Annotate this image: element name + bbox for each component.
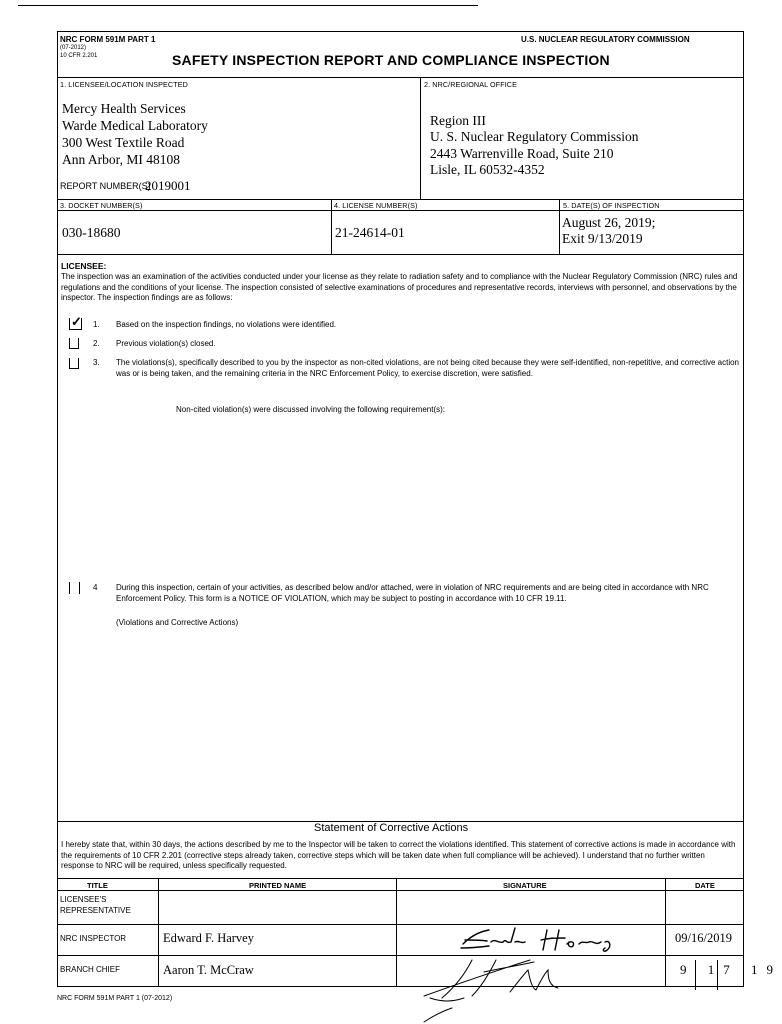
sig-row-rule-2 [57, 955, 744, 956]
header-signature: SIGNATURE [503, 881, 547, 890]
sig-col-2 [396, 878, 397, 987]
form-title: SAFETY INSPECTION REPORT AND COMPLIANCE INSPECTION [172, 52, 610, 68]
licensee-heading: LICENSEE: [61, 261, 107, 271]
item-1-text: Based on the inspection findings, no violations were identified. [116, 320, 337, 329]
inspector-date: 09/16/2019 [675, 931, 732, 945]
agency-name: U.S. NUCLEAR REGULATORY COMMISSION [521, 35, 690, 44]
block-divider-3 [559, 199, 560, 254]
docket-label: 3. DOCKET NUMBER(S) [60, 201, 143, 210]
item-1-check-mark: ✓ [71, 314, 82, 329]
row-divider-2 [57, 199, 744, 200]
report-number: 2019001 [145, 178, 191, 193]
region-line-1: Region III [430, 113, 486, 128]
sig-row-rule-1 [57, 924, 744, 925]
licensee-line-1: Mercy Health Services [62, 101, 186, 116]
header-date: DATE [695, 881, 715, 890]
cfr-ref: 10 CFR 2.201 [60, 53, 98, 59]
inspection-intro: The inspection was an examination of the activities conducted under your license as they relate to radiation safety and to compliance with the Nuclear Regulatory Commission (NRC) rules and regulations and the conditions of your license. The inspection consisted of selective examinations of procedures and representative records, interviews with personnel, and observations by the inspector. The inspection findings are as follows: [61, 272, 738, 302]
header-title: TITLE [87, 881, 108, 890]
item-3-text: The violations(s), specifically described to you by the inspector as non-cited violations, are not being cited because they were self-identified, non-repetitive, and corrective action was or is being taken, and the remaining criteria in the NRC Enforcement Policy, to exercise discretion, were satisfied. [116, 358, 739, 378]
region-line-2: U. S. Nuclear Regulatory Commission [430, 129, 639, 144]
region-line-3: 2443 Warrenville Road, Suite 210 [430, 146, 614, 161]
region-line-4: Lisle, IL 60532-4352 [430, 162, 545, 177]
item-3-checkbox[interactable] [69, 358, 79, 369]
sig-col-3 [665, 878, 666, 987]
licensee-line-2: Warde Medical Laboratory [62, 118, 208, 133]
docket-number: 030-18680 [62, 225, 121, 240]
regional-office-label: 2. NRC/REGIONAL OFFICE [424, 80, 517, 89]
branch-chief-name: Aaron T. McCraw [163, 963, 254, 977]
corrective-text: I hereby state that, within 30 days, the actions described by me to the Inspector will be taken to correct the violations identified. This statement of corrective actions is made in accordance with the requirements of 10 CFR 2.201 (corrective steps already taken, corrective steps which will be taken date when full compliance will be achieved). I understand that no further written response to NRC will be required, unless specifically requested. [61, 840, 736, 870]
license-number: 21-24614-01 [335, 225, 405, 240]
block-divider-2 [331, 199, 332, 254]
licensee-location-label: 1. LICENSEE/LOCATION INSPECTED [60, 80, 188, 89]
block-divider-1 [420, 77, 421, 199]
inspector-name: Edward F. Harvey [163, 931, 254, 945]
sig-col-1 [158, 878, 159, 987]
license-label: 4. LICENSE NUMBER(S) [334, 201, 418, 210]
form-date: (07-2012) [60, 45, 87, 51]
item-2-checkbox[interactable] [69, 338, 79, 349]
inspection-date-1: August 26, 2019; [562, 215, 656, 230]
corrective-heading: Statement of Corrective Actions [314, 822, 469, 834]
item-1-number: 1. [93, 320, 100, 329]
inspection-date-2: Exit 9/13/2019 [562, 231, 643, 246]
item-2-number: 2. [93, 339, 100, 348]
licensee-line-3: 300 West Textile Road [62, 135, 185, 150]
inspector-signature [455, 920, 625, 956]
branch-chief-title: BRANCH CHIEF [60, 965, 121, 974]
item-3-number: 3. [93, 358, 100, 367]
header-printed-name: PRINTED NAME [249, 881, 307, 890]
sig-table-top [57, 878, 744, 879]
form-id: NRC FORM 591M PART 1 [60, 35, 156, 44]
header-divider [57, 77, 744, 78]
row-divider-3 [57, 254, 744, 255]
dates-label: 5. DATE(S) OF INSPECTION [563, 201, 660, 210]
branch-chief-date: 9 17 19 [680, 962, 782, 977]
noncited-note: Non-cited violation(s) were discussed involving the following requirement(s): [176, 405, 446, 414]
violations-note: (Violations and Corrective Actions) [116, 618, 239, 627]
item-4-text: During this inspection, certain of your activities, as described below and/or attached, were in violation of NRC requirements and are being cited in accordance with NRC Enforcement Policy. This form is a NOTICE OF VIOLATION, which may be subject to posting in accordance with 10 CFR 19.11. [116, 583, 709, 603]
licensee-line-4: Ann Arbor, MI 48108 [62, 152, 180, 167]
subheader-rule [57, 210, 744, 211]
date-slash-1 [695, 960, 696, 990]
item-2-text: Previous violation(s) closed. [116, 339, 216, 348]
top-rule [18, 5, 478, 6]
item-4-checkbox-left [69, 582, 70, 594]
footer-form-id: NRC FORM 591M PART 1 (07-2012) [57, 995, 173, 1002]
licensee-rep-title: LICENSEE'S REPRESENTATIVE [60, 895, 131, 915]
branch-chief-signature [412, 952, 587, 1024]
sig-header-rule [57, 890, 744, 891]
date-slash-2 [717, 960, 718, 990]
item-4-checkbox-right [79, 582, 80, 594]
report-number-label: REPORT NUMBER(S) [60, 181, 151, 191]
inspector-title: NRC INSPECTOR [60, 934, 127, 943]
item-4-number: 4 [93, 583, 98, 592]
